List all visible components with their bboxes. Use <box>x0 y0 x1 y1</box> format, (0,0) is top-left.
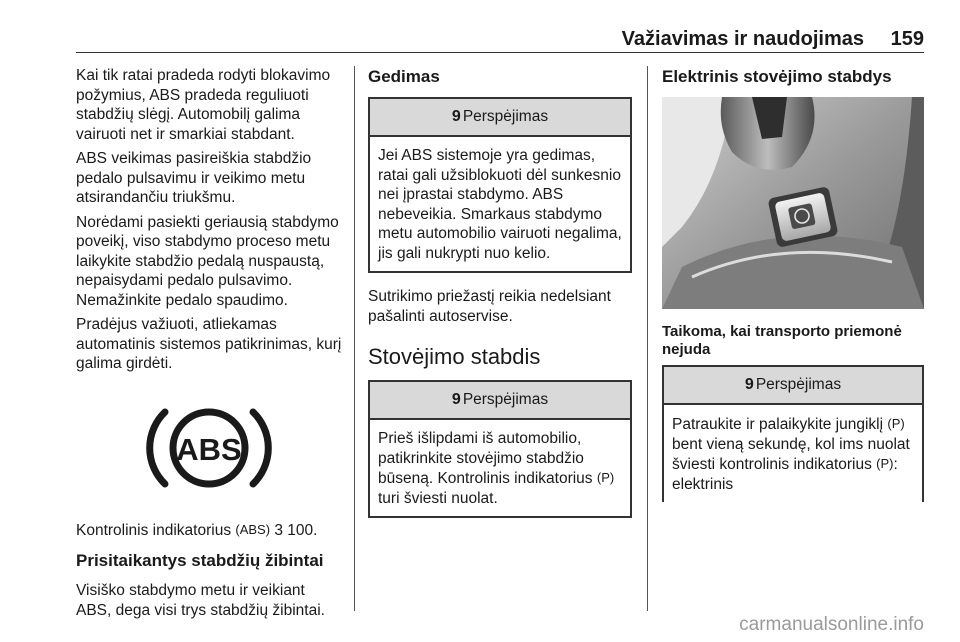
column-middle <box>368 66 632 518</box>
warning-header <box>370 382 630 420</box>
parking-brake-indicator-icon: (P) <box>876 456 894 471</box>
page-reference-link[interactable]: 3 100. <box>270 521 318 539</box>
warning-text: Jei ABS sistemoje yra gedimas, ratai gali užsiblokuoti dėl sunkesnio nei įprastai stabdymo. ABS nebeveikia. Smarkaus stabdymo metu automobilio vairuoti negalima, jis gali nukrypti nuo kelio. <box>378 147 622 262</box>
warning-triangle-icon: 9 <box>451 391 461 409</box>
abs-indicator-icon: (ABS) <box>235 521 271 537</box>
warning-box <box>368 380 632 518</box>
warning-text-part: : elektrinis <box>672 456 898 493</box>
abs-icon <box>141 400 277 496</box>
abs-symbol-text: ABS <box>176 431 242 467</box>
warning-box <box>662 365 924 502</box>
header-title: Važiavimas ir naudojimas <box>621 28 864 50</box>
warning-text-part: bent vieną sekundę, kol ims nuolat šviesti kontrolinis indikatorius <box>672 435 910 473</box>
section-heading: Gedimas <box>368 67 440 86</box>
column-divider <box>354 66 355 611</box>
paragraph: Visiško stabdymo metu ir veikiant ABS, dega visi trys stabdžių žibintai. <box>76 582 325 619</box>
subheading: Taikoma, kai transporto priemonė nejuda <box>662 323 902 358</box>
warning-text-part: Patraukite ir palaikykite jungiklį <box>672 416 888 433</box>
paragraph: Sutrikimo priežastį reikia nedelsiant pašalinti autoservise. <box>368 288 611 325</box>
warning-triangle-icon: 9 <box>744 376 754 394</box>
warning-title: Perspėjimas <box>462 108 549 126</box>
page-number: 159 <box>890 28 924 50</box>
section-heading: Elektrinis stovėjimo stabdys <box>662 67 892 86</box>
section-heading: Prisitaikantys stabdžių žibintai <box>76 551 324 570</box>
warning-box <box>368 97 632 273</box>
warning-triangle-icon: 9 <box>451 108 461 126</box>
paragraph: ABS veikimas pasireiškia stabdžio pedalo pulsavimu ir veikimo metu atsirandančiu triukšmu. <box>76 150 312 206</box>
paragraph: Pradėjus važiuoti, atliekamas automatinis sistemos patikrinimas, kurį galima girdėti. <box>76 316 342 372</box>
indicator-prefix: Kontrolinis indikatorius <box>76 521 236 539</box>
watermark: carmanualsonline.info <box>739 614 924 635</box>
parking-brake-indicator-icon: (P) <box>596 470 615 485</box>
paragraph: Kai tik ratai pradeda rodyti blokavimo požymius, ABS pradeda reguliuoti stabdžių slėgį. Automobilį galima vairuoti net ir smarkiai stabdant. <box>76 67 331 143</box>
warning-text <box>664 405 922 502</box>
warning-text-part: Prieš išlipdami iš automobilio, patikrinkite stovėjimo stabdžio būseną. Kontrolinis indikatorius <box>378 430 597 487</box>
parking-brake-switch-icon: (P) <box>887 416 905 431</box>
warning-header <box>370 99 630 137</box>
warning-title: Perspėjimas <box>462 391 549 409</box>
column-left <box>76 66 342 625</box>
warning-text-part: turi šviesti nuolat. <box>378 489 498 507</box>
indicator-reference <box>76 520 342 541</box>
column-divider <box>647 66 648 611</box>
warning-header <box>664 367 922 405</box>
section-title: Stovėjimo stabdis <box>368 344 541 369</box>
paragraph: Norėdami pasiekti geriausią stabdymo poveikį, viso stabdymo proceso metu laikykite stabdžio pedalą nuspaustą, nepaisydami pedalo pulsavimo. Nemažinkite pedalo spaudimo. <box>76 213 339 309</box>
abs-warning-light-figure <box>76 388 342 508</box>
parking-brake-switch-photo <box>662 97 924 309</box>
column-right <box>662 66 924 502</box>
page-header <box>76 28 924 53</box>
warning-title: Perspėjimas <box>755 376 842 394</box>
warning-text <box>370 420 630 516</box>
